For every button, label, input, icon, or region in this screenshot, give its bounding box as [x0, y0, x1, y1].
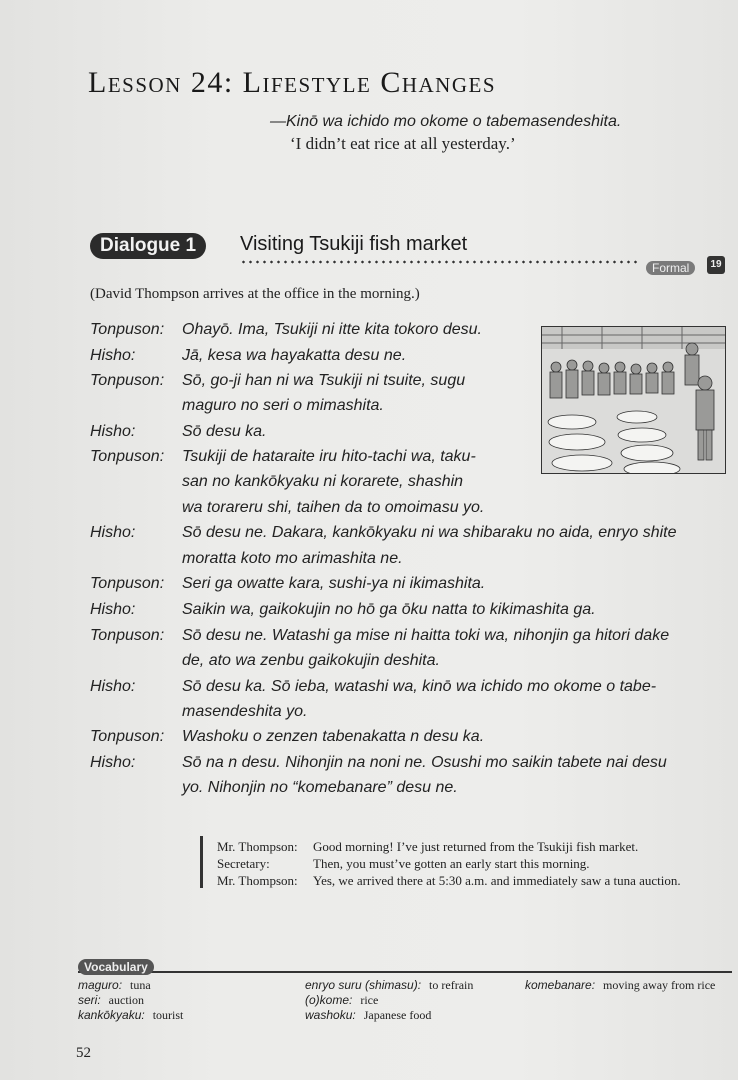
speaker-label: Hisho: [90, 754, 136, 771]
dialogue-line: Saikin wa, gaikokujin no hō ga ōku natta to kikimashita ga. [182, 601, 596, 618]
dialogue-line: masendeshita yo. [182, 703, 308, 720]
speaker-label: Tonpuson: [90, 575, 165, 592]
dialogue-badge: Dialogue 1 [90, 233, 206, 259]
vocab-definition: rice [360, 993, 379, 1007]
dialogue-title: Visiting Tsukiji fish market [240, 233, 468, 255]
speaker-label: Tonpuson: [90, 321, 165, 338]
vocab-definition: tourist [152, 1008, 184, 1022]
dialogue-line: de, ato wa zenbu gaikokujin deshita. [182, 652, 440, 669]
speaker-label: Tonpuson: [90, 728, 165, 745]
lesson-subtitle-japanese: —Kinō wa ichido mo okome o tabemasendeshita. [270, 113, 622, 130]
dialogue-line: Washoku o zenzen tabenakatta n desu ka. [182, 728, 485, 745]
translation-row [217, 873, 681, 889]
dialogue-line: maguro no seri o mimashita. [182, 397, 384, 414]
vocab-definition: tuna [130, 978, 151, 992]
vocab-entry [305, 1008, 431, 1023]
vocab-term: washoku: [305, 1008, 356, 1022]
vocab-term: kankōkyaku: [78, 1008, 145, 1022]
translation-row [217, 839, 638, 855]
vocab-entry [78, 1008, 183, 1023]
vocabulary-badge: Vocabulary [78, 959, 154, 975]
speaker-label: Hisho: [90, 347, 136, 364]
translation-speaker: Mr. Thompson: [217, 873, 298, 888]
dialogue-line: Tsukiji de hataraite iru hito-tachi wa, taku- [182, 448, 476, 465]
translation-box [200, 836, 733, 888]
vocab-definition: moving away from rice [603, 978, 716, 992]
lesson-subtitle-english: ‘I didn’t eat rice at all yesterday.’ [290, 134, 516, 153]
vocab-term: komebanare: [525, 978, 596, 992]
dialogue-line: wa torareru shi, taihen da to omoimasu yo. [182, 499, 485, 516]
translation-speaker: Mr. Thompson: [217, 839, 298, 854]
dotted-rule [240, 260, 640, 264]
lesson-title: Lesson 24: Lifestyle Changes [88, 66, 497, 99]
dialogue-line: san no kankōkyaku ni korarete, shashin [182, 473, 464, 490]
translation-text: Good morning! I’ve just returned from the Tsukiji fish market. [313, 839, 639, 854]
speaker-label: Tonpuson: [90, 448, 165, 465]
stage-direction: (David Thompson arrives at the office in the morning.) [90, 286, 420, 302]
dialogue-line: Sō desu ka. Sō ieba, watashi wa, kinō wa ichido mo okome o tabe- [182, 678, 657, 695]
dialogue-line: Sō, go-ji han ni wa Tsukiji ni tsuite, sugu [182, 372, 466, 389]
dialogue-line: Sō na n desu. Nihonjin na noni ne. Osushi mo saikin tabete nai desu [182, 754, 667, 771]
vocab-definition: to refrain [429, 978, 474, 992]
audio-track-icon: 19 [707, 256, 725, 274]
dialogue-line: yo. Nihonjin no “komebanare” desu ne. [182, 779, 458, 796]
dialogue-line: moratta koto mo arimashita ne. [182, 550, 403, 567]
speaker-label: Hisho: [90, 524, 136, 541]
dialogue-line: Sō desu ne. Watashi ga mise ni haitta toki wa, nihonjin ga hitori dake [182, 627, 670, 644]
dialogue-line: Sō desu ne. Dakara, kankōkyaku ni wa shibaraku no aida, enryo shite [182, 524, 677, 541]
vocab-entry [78, 993, 144, 1008]
translation-row [217, 856, 590, 872]
speaker-label: Hisho: [90, 601, 136, 618]
vocab-term: seri: [78, 993, 101, 1007]
dialogue-line: Ohayō. Ima, Tsukiji ni itte kita tokoro desu. [182, 321, 482, 338]
speaker-label: Tonpuson: [90, 627, 165, 644]
vocab-entry [305, 993, 378, 1008]
dialogue-line: Seri ga owatte kara, sushi-ya ni ikimashita. [182, 575, 486, 592]
vocab-entry [305, 978, 473, 993]
speaker-label: Hisho: [90, 678, 136, 695]
dialogue-line: Sō desu ka. [182, 423, 267, 440]
translation-text: Yes, we arrived there at 5:30 a.m. and immediately saw a tuna auction. [313, 873, 681, 888]
translation-speaker: Secretary: [217, 856, 270, 871]
vocabulary-rule [78, 971, 732, 973]
vocab-term: enryo suru (shimasu): [305, 978, 422, 992]
translation-text: Then, you must’ve gotten an early start this morning. [313, 856, 590, 871]
formality-badge: Formal [646, 261, 695, 275]
dialogue-line: Jā, kesa wa hayakatta desu ne. [182, 347, 407, 364]
speaker-label: Hisho: [90, 423, 136, 440]
page-number: 52 [76, 1045, 91, 1061]
speaker-label: Tonpuson: [90, 372, 165, 389]
fish-market-illustration [541, 326, 726, 474]
vocab-definition: Japanese food [363, 1008, 432, 1022]
vocab-definition: auction [108, 993, 144, 1007]
vocab-entry [525, 978, 715, 993]
vocab-term: (o)kome: [305, 993, 353, 1007]
vocab-term: maguro: [78, 978, 123, 992]
vocab-entry [78, 978, 151, 993]
